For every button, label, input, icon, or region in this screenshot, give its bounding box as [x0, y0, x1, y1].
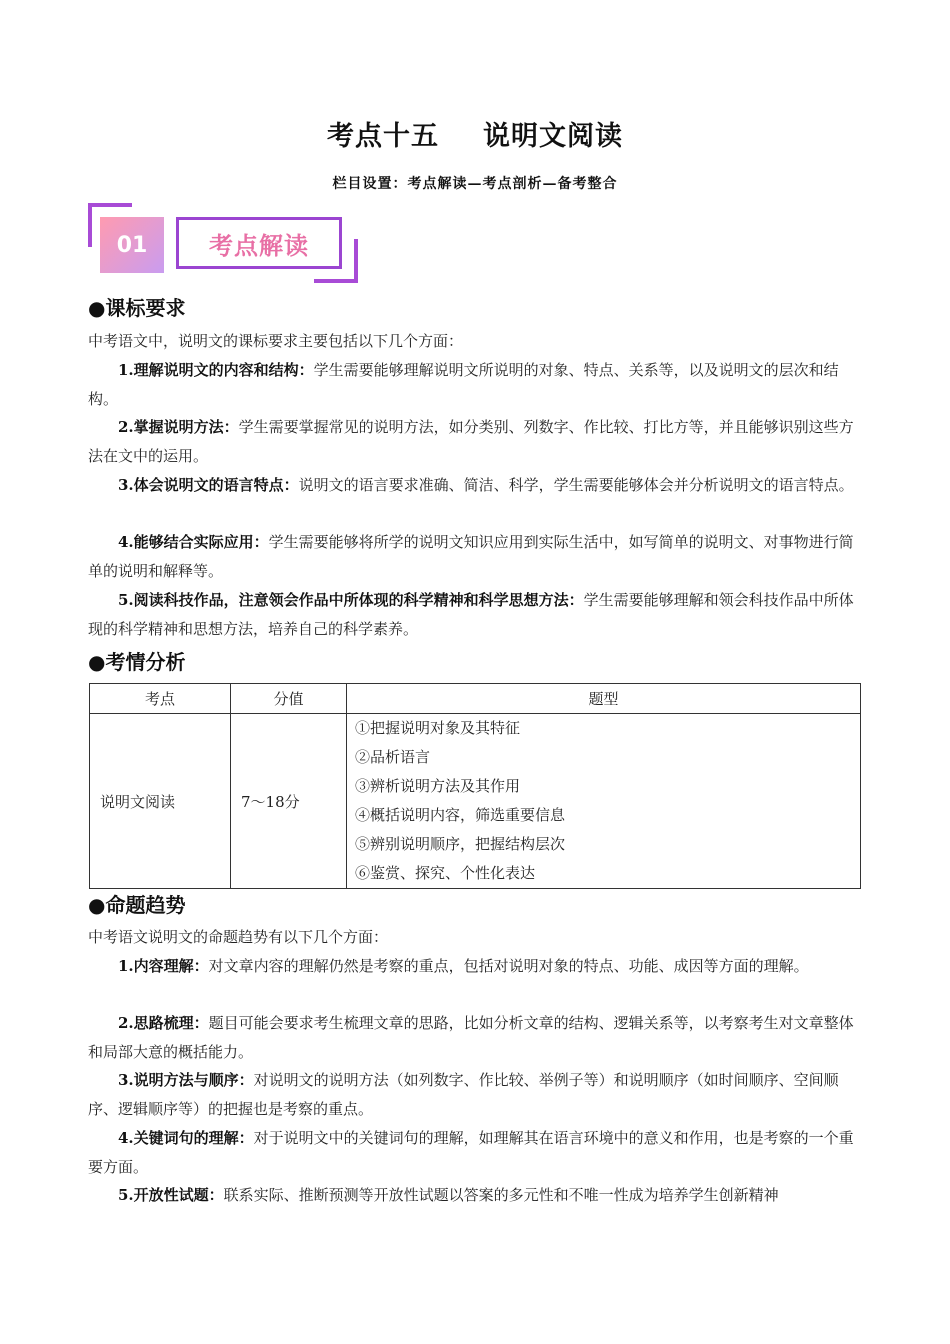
table-header-row	[90, 684, 861, 714]
table-header: 考点	[90, 684, 231, 714]
list-item	[88, 1009, 862, 1067]
item-lead: 5.阅读科技作品，注意领会作品中所体现的科学精神和科学思想方法：	[118, 591, 584, 609]
table-cell-point: 说明文阅读	[90, 714, 231, 889]
section-heading-analysis: ●考情分析	[88, 650, 186, 674]
table-header: 分值	[231, 684, 347, 714]
section-heading-trends: ●命题趋势	[88, 893, 186, 917]
item-lead: 1.理解说明文的内容和结构：	[118, 361, 314, 379]
page-subtitle: 栏目设置：考点解读—考点剖析—备考整合	[332, 176, 618, 192]
item-text: 对于说明文中的关键词句的理解，如理解其在语言环境中的意义和作用，也是考察的一个重要方面。	[88, 1129, 854, 1176]
item-lead: 4.关键词句的理解：	[118, 1129, 254, 1147]
section-banner	[88, 203, 358, 283]
table-cell-types	[347, 714, 861, 889]
list-item	[88, 586, 862, 644]
item-lead: 4.能够结合实际应用：	[118, 533, 269, 551]
item-lead: 1.内容理解：	[118, 957, 209, 975]
list-item	[88, 356, 862, 414]
banner-label-box	[176, 217, 342, 269]
list-item	[88, 1066, 862, 1124]
item-text: 对文章内容的理解仍然是考察的重点，包括对说明对象的特点、功能、成因等方面的理解。	[208, 957, 809, 975]
table-row	[90, 714, 861, 889]
title-topic: 考点十五	[327, 121, 439, 152]
question-type: ⑥鉴赏、探究、个性化表达	[355, 864, 536, 882]
title-subject: 说明文阅读	[483, 121, 623, 152]
item-text: 联系实际、推断预测等开放性试题以答案的多元性和不唯一性成为培养学生创新精神	[223, 1186, 779, 1204]
list-item	[88, 413, 862, 471]
question-type: ⑤辨别说明顺序，把握结构层次	[355, 835, 566, 853]
item-lead: 3.说明方法与顺序：	[118, 1071, 254, 1089]
table-header: 题型	[347, 684, 861, 714]
exam-analysis-table	[89, 683, 861, 889]
item-lead: 3.体会说明文的语言特点：	[118, 476, 299, 494]
item-text: 学生需要能够理解和领会科技作品中所体现的科学精神和思想方法，培养自己的科学素养。	[88, 591, 854, 638]
section-heading-curriculum: ●课标要求	[88, 296, 186, 320]
item-text: 对说明文的说明方法（如列数字、作比较、举例子等）和说明顺序（如时间顺序、空间顺序、逻辑顺序等）的把握也是考察的重点。	[88, 1071, 839, 1118]
banner-label: 考点解读	[209, 231, 309, 260]
question-type: ④概括说明内容，筛选重要信息	[355, 806, 566, 824]
list-item	[88, 1124, 862, 1182]
question-type: ①把握说明对象及其特征	[355, 719, 521, 737]
item-text: 学生需要能够将所学的说明文知识应用到实际生活中，如写简单的说明文、对事物进行简单的说明和解释等。	[88, 533, 854, 580]
banner-number: 01	[100, 217, 164, 273]
list-item	[88, 528, 862, 586]
page-title	[0, 114, 950, 153]
section-intro: 中考语文中，说明文的课标要求主要包括以下几个方面：	[88, 332, 464, 350]
list-item	[88, 952, 862, 981]
item-text: 题目可能会要求考生梳理文章的思路，比如分析文章的结构、逻辑关系等，以考察考生对文章整体和局部大意的概括能力。	[88, 1014, 854, 1061]
section-intro: 中考语文说明文的命题趋势有以下几个方面：	[88, 928, 389, 946]
item-text: 学生需要能够理解说明文所说明的对象、特点、关系等，以及说明文的层次和结构。	[88, 361, 839, 408]
table-cell-score: 7～18分	[231, 714, 347, 889]
question-type: ②品析语言	[355, 748, 431, 766]
question-type: ③辨析说明方法及其作用	[355, 777, 521, 795]
item-lead: 5.开放性试题：	[118, 1186, 224, 1204]
item-lead: 2.思路梳理：	[118, 1014, 209, 1032]
item-lead: 2.掌握说明方法：	[118, 418, 239, 436]
item-text: 说明文的语言要求准确、简洁、科学，学生需要能够体会并分析说明文的语言特点。	[298, 476, 854, 494]
list-item	[88, 1181, 862, 1210]
item-text: 学生需要掌握常见的说明方法，如分类别、列数字、作比较、打比方等，并且能够识别这些方法在文中的运用。	[88, 418, 854, 465]
list-item	[88, 471, 862, 500]
